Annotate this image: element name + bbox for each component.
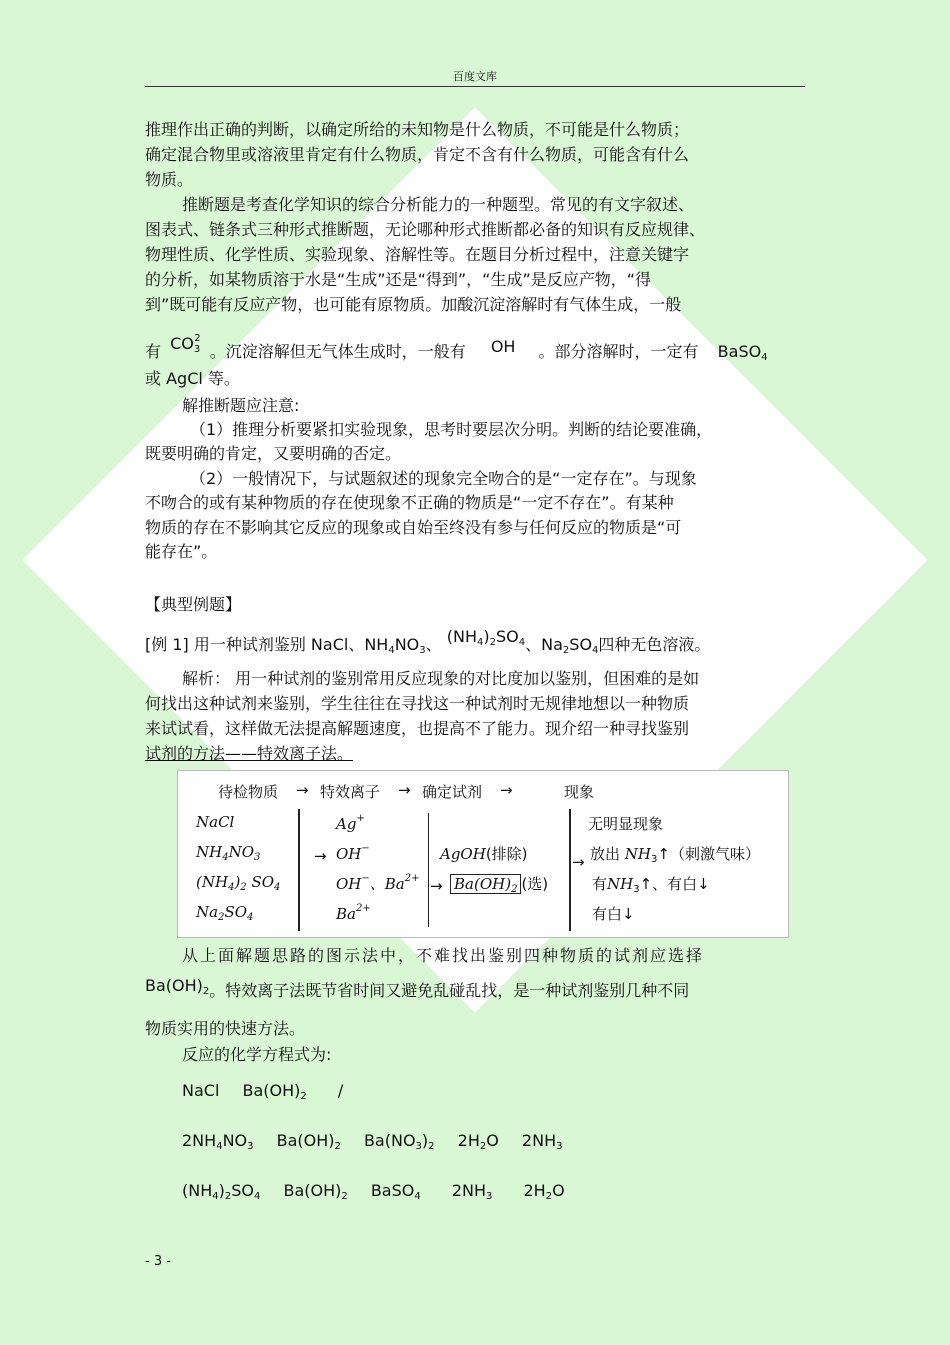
text: NH — [607, 875, 634, 893]
divider-line — [428, 813, 429, 927]
para2-line4: 的分析，如某物质溶于水是“生成”还是“得到”，“生成”是反应产物，“得 — [145, 270, 652, 289]
text: O — [486, 1131, 499, 1150]
conclusion-line2 — [145, 976, 690, 1008]
text: 2NH — [521, 1131, 557, 1150]
text: AgOH — [440, 845, 486, 863]
arrow-icon: → — [500, 781, 513, 799]
text: 放出 — [590, 845, 625, 863]
note1-line1: （1）推理分析要紧扣实验现象，思考时要层次分明。判断的结论要准确， — [190, 420, 713, 439]
co3-formula — [170, 334, 201, 353]
text: NO — [228, 843, 255, 861]
text: Ba(OH) — [283, 1181, 342, 1200]
arrow-icon: → — [314, 847, 327, 865]
text: ↑（刺激气味） — [657, 845, 760, 863]
sub: 3 — [247, 1141, 254, 1152]
text: ) — [421, 1131, 429, 1150]
term — [452, 1181, 493, 1200]
text: 、Ba — [369, 875, 405, 893]
text: 、Na — [525, 635, 563, 654]
term — [364, 1131, 435, 1150]
text: OH — [336, 875, 362, 893]
substance-nh4-2so4 — [196, 873, 280, 893]
text: (选) — [521, 875, 549, 893]
sup: − — [361, 843, 370, 854]
ion-ba — [336, 903, 371, 923]
note2-line1: （2）一般情况下，与试题叙述的现象完全吻合的是“一定存在”。与现象 — [190, 469, 697, 488]
sub: 4 — [216, 1141, 223, 1152]
text: Ag — [336, 815, 357, 833]
text: Na — [196, 903, 219, 921]
term — [458, 1131, 499, 1150]
text: ) — [218, 1181, 225, 1200]
para3-line2: 或 AgCl 等。 — [145, 369, 240, 388]
phenomenon-2 — [590, 843, 760, 865]
text: SO — [246, 873, 275, 891]
sub: 2 — [545, 1191, 553, 1202]
term — [242, 1081, 306, 1100]
phenomenon-4: 有白↓ — [592, 905, 635, 923]
text: 。沉淀溶解但无气体生成时，一般有 — [209, 342, 466, 361]
text: 2H — [457, 1131, 480, 1150]
text: 。部分溶解时，一定有 — [538, 342, 699, 361]
para2-line1: 推断题是考查化学知识的综合分析能力的一种题型。常见的有文字叙述、 — [182, 195, 695, 214]
sub: 2 — [240, 882, 247, 893]
term — [182, 1181, 260, 1200]
analysis-line1: 解析： 用一种试剂的鉴别常用反应现象的对比度加以鉴别，但困难的是如 — [182, 669, 700, 688]
sub: 3 — [415, 1141, 422, 1152]
para1-line3: 物质。 — [145, 170, 194, 189]
sub: 2 — [224, 1191, 232, 1202]
example-label: [例 1] 用一种试剂鉴别 NaCl、NH — [145, 635, 389, 654]
arrow-icon: → — [430, 877, 443, 895]
note-title: 解推断题应注意: — [182, 396, 300, 415]
ion-oh — [336, 843, 370, 863]
ion-ag — [336, 813, 365, 833]
conclusion-line3: 物质实用的快速方法。 — [145, 1019, 306, 1038]
flow-header-reagent: 确定试剂 — [422, 783, 483, 801]
text: (NH — [182, 1181, 213, 1200]
baso: BaSO — [717, 342, 762, 361]
text: Ba — [336, 905, 356, 923]
flow-diagram — [177, 770, 789, 938]
text: Ba(OH) — [276, 1131, 335, 1150]
term — [182, 1131, 254, 1150]
text: BaSO — [370, 1181, 415, 1200]
text: ↑、有白↓ — [639, 875, 710, 893]
term — [523, 1181, 564, 1200]
sub: 4 — [254, 1191, 261, 1202]
sub: 3 — [633, 884, 640, 895]
para2-line5: 到”既可能有反应产物，也可能有原物质。加酸沉淀溶解时有气体生成，一般 — [145, 295, 682, 314]
substance-na2so4 — [196, 903, 253, 923]
substance-nacl: NaCl — [196, 813, 235, 831]
sub: 3 — [556, 1141, 563, 1152]
sup: + — [356, 813, 365, 824]
page-header: 百度文库 — [453, 70, 497, 83]
sub: 3 — [651, 854, 658, 865]
para1-line1: 推理作出正确的判断，以确定所给的未知物是什么物质，不可能是什么物质； — [145, 120, 690, 139]
co3-sup: 2 — [194, 333, 201, 344]
text: SO — [569, 635, 593, 654]
text: 、 — [425, 635, 442, 654]
text: OH — [336, 845, 362, 863]
sub: 2 — [511, 884, 518, 895]
ion-oh-ba — [336, 873, 420, 894]
page-number: - 3 - — [145, 1254, 171, 1269]
sub: 4 — [388, 645, 395, 656]
reagent-baoh2 — [450, 873, 548, 895]
phenomenon-3 — [592, 873, 710, 895]
sub: 4 — [477, 637, 484, 648]
equation-2 — [182, 1131, 562, 1152]
example-1 — [145, 627, 711, 662]
analysis-line3: 来试试看，这样做无法提高解题速度，也提高不了能力。现介绍一种寻找鉴别 — [145, 719, 690, 738]
sup: 2+ — [355, 903, 371, 914]
note1-line2: 既要明确的肯定，又要明确的否定。 — [145, 444, 402, 463]
term — [371, 1181, 421, 1200]
sub: 2 — [202, 986, 210, 997]
text: NO — [394, 635, 420, 654]
text: SO — [496, 627, 519, 646]
conclusion-line1: 从上面解题思路的图示法中，不难找出鉴别四种物质的试剂应选择 — [182, 946, 705, 965]
para3-line1 — [145, 333, 768, 369]
sub: 3 — [486, 1191, 493, 1202]
arrow-icon: → — [398, 781, 411, 799]
text: SO — [224, 903, 248, 921]
header-rule — [145, 86, 805, 87]
text: 有 — [592, 875, 608, 893]
term — [283, 1181, 347, 1200]
flow-header-phenomenon: 现象 — [564, 783, 595, 801]
text: NH — [196, 843, 223, 861]
sub: 4 — [212, 1191, 219, 1202]
text: 2H — [523, 1181, 546, 1200]
text: (NH — [196, 873, 229, 891]
note2-line2: 不吻合的或有某种物质的存在使现象不正确的物质是“一定不存在”。有某种 — [145, 493, 674, 512]
text: NaCl — [182, 1081, 220, 1100]
para2-line2: 图表式、链条式三种形式推断题，无论哪种形式推断都必备的知识有反应规律、 — [145, 220, 706, 239]
term — [522, 1131, 563, 1150]
sub: 2 — [218, 912, 225, 923]
sub: 2 — [428, 1141, 435, 1152]
oh-formula: OH — [490, 337, 516, 356]
section-title: 【典型例题】 — [145, 595, 242, 614]
phenomenon-1: 无明显现象 — [588, 815, 664, 833]
text: / — [337, 1081, 344, 1100]
co3-sub: 3 — [193, 344, 201, 355]
analysis-line4: 试剂的方法——特效离子法。 — [145, 744, 354, 763]
text: Ba(OH) — [454, 875, 512, 893]
sub: 4 — [222, 852, 229, 863]
text: SO — [231, 1181, 254, 1200]
text: (排除) — [485, 845, 528, 863]
text: O — [552, 1181, 565, 1200]
text: ) — [483, 627, 490, 646]
equation-3 — [182, 1181, 565, 1202]
sub: 2 — [489, 637, 496, 648]
baso-sub: 4 — [761, 352, 768, 363]
text: 2NH — [182, 1131, 217, 1150]
sub: 2 — [479, 1141, 487, 1152]
sub: 3 — [419, 645, 426, 656]
sup: 2+ — [404, 873, 420, 884]
text: Ba(OH) — [145, 976, 203, 995]
sub: 4 — [274, 882, 281, 893]
sub: 2 — [562, 645, 570, 656]
divider-line — [569, 809, 571, 931]
equation-1 — [182, 1081, 343, 1102]
para2-line3: 物理性质、化学性质、实验现象、溶解性等。在题目分析过程中，注意关键字 — [145, 245, 690, 264]
text: 。特效离子法既节省时间又避免乱碰乱找，是一种试剂鉴别几种不同 — [209, 981, 690, 1000]
text: 有 — [145, 342, 162, 361]
conclusion-line4: 反应的化学方程式为: — [182, 1045, 332, 1064]
reagent-agoh — [440, 843, 528, 864]
note2-line4: 能存在”。 — [145, 542, 218, 561]
text: ) — [234, 873, 241, 891]
baoh2-formula — [145, 976, 209, 995]
para1-line2: 确定混合物里或溶液里肯定有什么物质，肯定不含有什么物质，可能含有什么 — [145, 145, 690, 164]
sub: 3 — [254, 852, 261, 863]
sub: 2 — [334, 1141, 341, 1152]
analysis-line2: 何找出这种试剂来鉴别，学生往往在寻找这一种试剂时无规律地想以一种物质 — [145, 694, 690, 713]
substance-nh4no3 — [196, 843, 260, 863]
baso4-formula — [718, 342, 768, 361]
text: Ba(NO — [363, 1131, 416, 1150]
text: NH — [624, 845, 651, 863]
sub: 4 — [414, 1191, 421, 1202]
sub: 4 — [228, 882, 235, 893]
sub: 4 — [592, 645, 599, 656]
sub: 2 — [300, 1091, 307, 1102]
sub: 2 — [341, 1191, 348, 1202]
sup: − — [361, 873, 370, 884]
text: 四种无色溶液。 — [598, 635, 711, 654]
text: Ba(OH) — [242, 1081, 301, 1100]
text: NO — [222, 1131, 248, 1150]
sub: 4 — [247, 912, 254, 923]
arrow-icon: → — [296, 781, 309, 799]
flow-header-ion: 特效离子 — [320, 783, 381, 801]
text: (NH — [446, 627, 477, 646]
selected-reagent-box — [450, 874, 521, 894]
nh4-2so4 — [447, 627, 525, 646]
arrow-icon: → — [572, 853, 585, 871]
term — [277, 1131, 341, 1150]
note2-line3: 物质的存在不影响其它反应的现象或自始至终没有参与任何反应的物质是“可 — [145, 518, 682, 537]
text: 2NH — [451, 1181, 487, 1200]
sub: 4 — [518, 637, 526, 648]
divider-line — [298, 809, 300, 931]
co3: CO — [170, 334, 194, 353]
flow-header-substance: 待检物质 — [218, 783, 279, 801]
